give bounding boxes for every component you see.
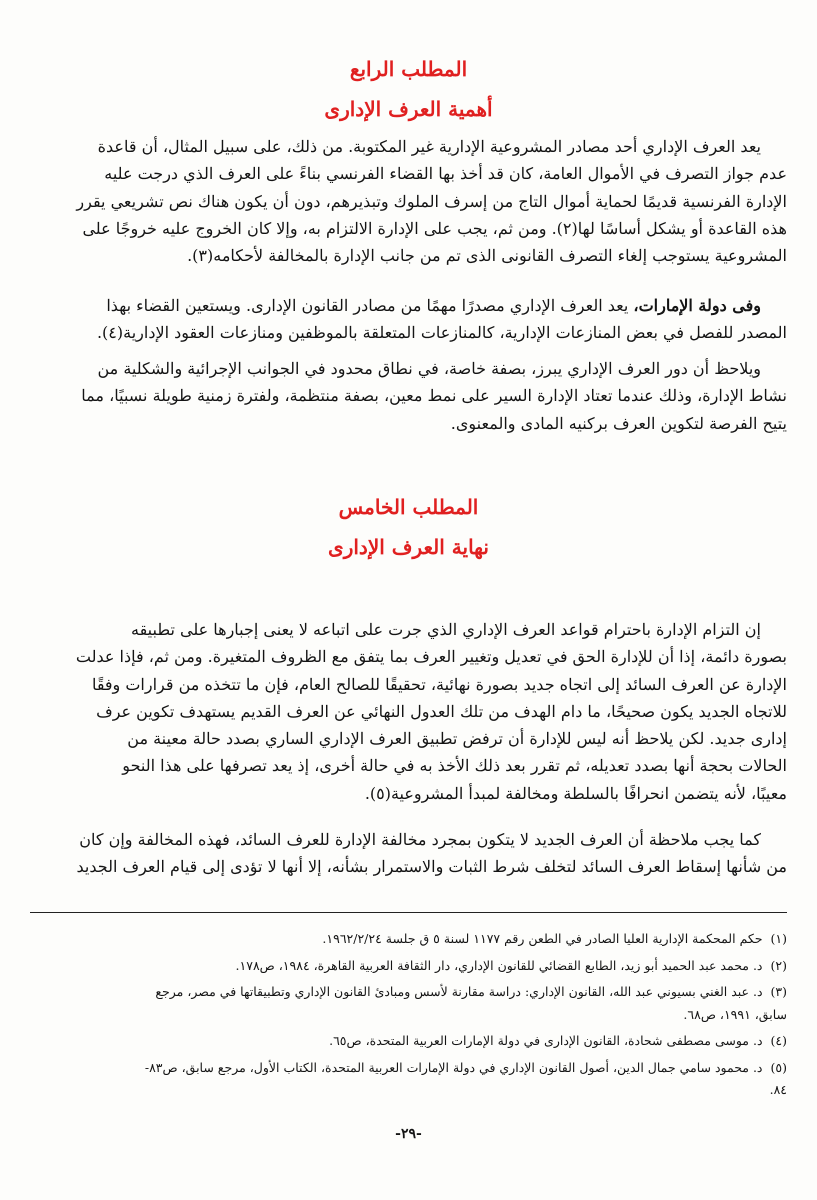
emphasis-uae: وفى دولة الإمارات، (633, 296, 761, 315)
paragraph-line: هذه القاعدة أو يشكل أساسًا لها(٢). ومن ثم، يجب على الإدارة الالتزام به، وإلا كان الخروج عليه خروجًا على (82, 218, 787, 238)
paragraph-line: من شأنها إسقاط العرف السائد لتخلف شرط الثبات والاستمرار بشأنه، إلا أنها لا تؤدى إلى قيام العرف الجديد (76, 857, 787, 877)
paragraph-line: الإدارة الفرنسية قديمًا لحماية أموال التاج من إسرف الملوك وتبذيرهم، دون أن يكون هناك نص تشريعي يقرر (76, 191, 787, 211)
footnotes-list (30, 928, 787, 1106)
footnote-separator (30, 912, 787, 913)
footnote-text: حكم المحكمة الإدارية العليا الصادر في الطعن رقم ١١٧٧ لسنة ٥ ق جلسة ١٩٦٢/٢/٢٤. (322, 931, 763, 946)
section-4-paragraph-2 (30, 292, 787, 347)
paragraph-line: ويلاحظ أن دور العرف الإداري يبرز، بصفة خاصة، في نطاق محدود في الجوانب الإجرائية والشكلية من (97, 359, 761, 378)
footnote-text-continued: ٨٤. (769, 1082, 787, 1097)
page-number: -٢٩- (395, 1126, 422, 1142)
paragraph-line: المشروعية يستوجب إلغاء التصرف القانونى الذى تم من جانب الإدارة بالمخالفة لأحكامه(٣). (187, 246, 787, 266)
paragraph-line: إن التزام الإدارة باحترام قواعد العرف الإداري الذي جرت على اتباعه لا يعنى إجبارها على تطبيقه (131, 620, 761, 639)
section-5-subtitle: نهاية العرف الإدارى (328, 535, 489, 559)
section-5-heading (30, 490, 787, 564)
section-5-paragraph-1 (30, 616, 787, 807)
footnote-text: د. محمد عبد الحميد أبو زيد، الطابع القضائي للقانون الإداري، دار الثقافة العربية القاهرة، ١٩٨٤، ص١٧٨. (235, 957, 763, 973)
footnote-number: (٣) (770, 984, 787, 999)
footnote-number: (٤) (770, 1033, 787, 1048)
footnote-4 (30, 1030, 787, 1053)
section-5-title: المطلب الخامس (338, 495, 479, 519)
paragraph-line: يتيح الفرصة لتكوين العرف بركنيه المادى والمعنوى. (450, 413, 787, 433)
section-4-paragraph-1 (30, 133, 787, 269)
footnote-text: د. عبد الغني بسيوني عبد الله، القانون الإداري: دراسة مقارنة لأسس ومبادئ القانون الإداري وتطبيقاتها في مصر، مرجع (155, 984, 763, 999)
footnote-number: (٢) (770, 957, 787, 973)
footnote-2 (30, 955, 787, 978)
paragraph-line (30, 292, 787, 319)
section-4-heading (30, 52, 787, 126)
paragraph-line: بصورة دائمة، إذا أن للإدارة الحق في تعديل وتغيير العرف بما يتفق مع الظروف المتغيرة. ومن ثم، فإذا عدلت (75, 647, 787, 667)
paragraph-line: يعد العرف الإداري أحد مصادر المشروعية الإدارية غير المكتوبة. من ذلك، على سبيل المثال، أن قاعدة (97, 137, 761, 156)
paragraph-line: الحالات بحجة أنها بصدد تعديله، ثم تقرر بعد ذلك الأخذ به في حالة أخرى، إذ يعد تصرفها على هذا النحو (122, 756, 787, 776)
section-4-subtitle: أهمية العرف الإدارى (324, 97, 493, 121)
paragraph-line: المصدر للفصل في بعض المنازعات الإدارية، كالمنازعات المتعلقة بالموظفين ومنازعات العقود الإدارية(٤). (96, 323, 787, 343)
footnote-text: د. موسى مصطفى شحادة، القانون الإدارى في دولة الإمارات العربية المتحدة، ص٦٥. (329, 1033, 763, 1048)
footnote-text: د. محمود سامي جمال الدين، أصول القانون الإداري في دولة الإمارات العربية المتحدة، الكتاب الأول، مرجع سابق، ص٨٣- (144, 1059, 763, 1075)
footnote-number: (١) (770, 931, 787, 946)
paragraph-line: إدارى جديد. لكن يلاحظ أنه ليس للإدارة أن ترفض تطبيق العرف الإداري الساري بصدد حالة معينة من (127, 729, 787, 749)
paragraph-line: نشاط الإدارة، وذلك عندما تعتاد الإدارة السير على نمط معين، بصفة منتظمة، ولفترة زمنية طويلة نسبيًا، مما (81, 386, 787, 406)
paragraph-line: كما يجب ملاحظة أن العرف الجديد لا يتكون بمجرد مخالفة الإدارة للعرف السائد، فهذه المخالفة وإن كان (79, 830, 761, 849)
paragraph-line: الإدارة عن العرف السائد إلى اتجاه جديد بصورة نهائية، تحقيقًا للصالح العام، فإن ما تتخذه من قرارات وفقًا (91, 674, 787, 694)
document-page (30, 0, 787, 1200)
footnote-5 (30, 1057, 787, 1102)
paragraph-line: عدم جواز التصرف في الأموال العامة، كان قد أخذ بها القضاء الفرنسي بناءً على العرف الذي درجت عليه (104, 164, 787, 184)
section-4-title: المطلب الرابع (349, 57, 468, 81)
footnote-1 (30, 928, 787, 951)
paragraph-line-rest: يعد العرف الإداري مصدرًا مهمًا من مصادر القانون الإدارى. ويستعين القضاء بهذا (106, 296, 634, 315)
paragraph-line: للاتجاه الجديد يكون صحيحًا، ما دام الهدف من تلك العدول النهائي عن العرف القديم يستهدف تكوين عرف (96, 701, 787, 721)
paragraph-line: معيبًا، لأنه يتضمن انحرافًا بالسلطة ومخالفة لمبدأ المشروعية(٥). (364, 783, 787, 803)
footnote-3 (30, 981, 787, 1026)
section-4-paragraph-3 (30, 355, 787, 437)
footnote-text-continued: سابق، ١٩٩١، ص٦٨. (683, 1006, 787, 1022)
footnote-number: (٥) (770, 1059, 787, 1075)
section-5-paragraph-2 (30, 826, 787, 881)
